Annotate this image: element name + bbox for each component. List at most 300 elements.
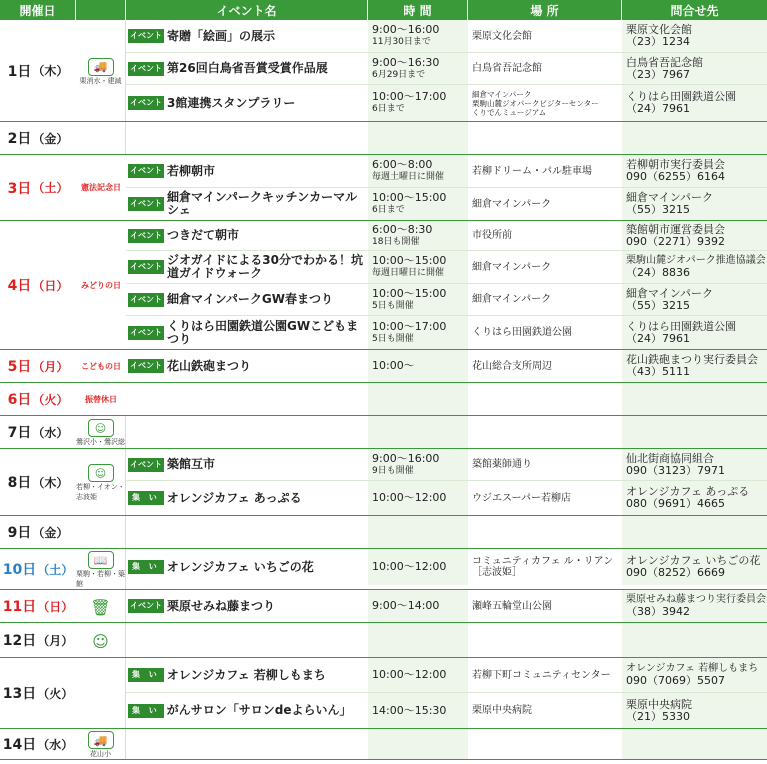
event-list [126, 658, 767, 728]
event-row [126, 284, 767, 316]
service-icon-cell [76, 549, 126, 589]
service-icon-cell [76, 516, 126, 548]
gathering-badge: 集 い [128, 560, 164, 574]
time-note: 6月29日まで [372, 69, 426, 80]
event-time-cell [368, 383, 468, 415]
event-place-cell [468, 516, 622, 548]
event-name-cell [126, 85, 368, 121]
event-contact-cell [622, 251, 767, 283]
time-range: 10:00～15:00 [372, 286, 447, 300]
book-icon: 📖 [88, 551, 114, 569]
day-row [0, 549, 767, 590]
gathering-badge: 集 い [128, 704, 164, 718]
event-contact-cell [622, 284, 767, 315]
face-icon: ☺ [88, 464, 114, 482]
event-name: オレンジカフェ いちごの花 [166, 559, 314, 574]
event-time-cell [368, 549, 468, 585]
weekday: （金） [32, 131, 69, 146]
day-number: 14日 [2, 737, 37, 753]
event-list [126, 122, 767, 154]
contact-name: 栗駒山麓ジオパーク推進協議会 [626, 255, 766, 266]
event-name-cell [126, 316, 368, 349]
event-contact-cell [622, 20, 767, 52]
contact-name: オレンジカフェ 若柳しもまち [626, 663, 759, 674]
event-name-cell [126, 729, 368, 759]
service-icon-cell [76, 623, 126, 657]
event-contact-cell [622, 623, 767, 657]
day-number: 11日 [2, 599, 37, 615]
day-row [0, 383, 767, 416]
event-name: 築館互市 [167, 457, 216, 471]
contact-name: オレンジカフェ あっぷる [626, 485, 750, 498]
header-spacer [76, 0, 126, 20]
event-row [126, 122, 767, 154]
time-range: 10:00～17:00 [372, 90, 447, 103]
event-contact-cell [622, 383, 767, 415]
event-place-cell [468, 251, 622, 283]
day-number: 5日 [7, 359, 32, 375]
event-time-cell [368, 284, 468, 315]
service-icon-label: 栗消水・建減 [79, 76, 122, 85]
day-number: 9日 [7, 525, 32, 541]
event-place-cell [468, 449, 622, 480]
event-contact-cell [622, 155, 767, 187]
event-name: 寄贈「絵画」の展示 [167, 28, 276, 43]
truck-icon: 🚚 [88, 58, 114, 76]
contact-phone: 080（9691）4665 [626, 497, 725, 510]
service-icon-cell [76, 416, 126, 448]
event-time-cell [368, 481, 468, 515]
day-cell [0, 729, 76, 759]
time-note: 毎週日曜日に開催 [372, 268, 445, 278]
place-text: 細倉マインパーク [472, 198, 552, 210]
event-name: 栗原せみね藤まつり [167, 598, 276, 613]
event-contact-cell [622, 449, 767, 480]
event-row [126, 155, 767, 188]
event-row [126, 188, 767, 220]
event-row [126, 221, 767, 251]
header-name: イベント名 [126, 0, 368, 20]
time-range: 10:00～12:00 [372, 668, 447, 681]
event-contact-cell [622, 350, 767, 382]
contact-name: 細倉マインパーク [626, 286, 714, 300]
event-contact-cell [622, 122, 767, 154]
event-contact-cell [622, 85, 767, 121]
schedule-table [0, 20, 767, 760]
weekday: （土） [32, 181, 69, 195]
event-row [126, 20, 767, 53]
event-time-cell [368, 516, 468, 548]
weekday: （月） [32, 359, 69, 374]
event-contact-cell [622, 221, 767, 250]
event-contact-cell [622, 658, 767, 692]
place-text: 瀬峰五輪堂山公園 [472, 600, 552, 612]
place-text: ［志波姫］ [472, 567, 522, 578]
time-note: 11月30日まで [372, 37, 431, 47]
place-text: 市役所前 [472, 230, 512, 241]
day-number: 12日 [2, 633, 37, 649]
event-place-cell [468, 53, 622, 84]
table-header [0, 0, 767, 20]
time-note: 5日も開催 [372, 333, 414, 344]
event-badge: イベント [128, 62, 164, 76]
service-icon-cell [76, 122, 126, 154]
event-name: つきだて朝市 [167, 228, 240, 242]
contact-name: 栗原中央病院 [626, 697, 692, 711]
day-cell [0, 383, 76, 415]
event-contact-cell [622, 416, 767, 448]
event-badge: イベント [128, 260, 164, 274]
contact-phone: （55）3215 [626, 203, 690, 216]
event-list [126, 623, 767, 657]
event-time-cell [368, 221, 468, 250]
contact-phone: （24）7961 [626, 102, 690, 115]
place-text: 白鳥省吾記念館 [472, 63, 542, 74]
event-row [126, 516, 767, 548]
event-row [126, 481, 767, 515]
contact-phone: （43）5111 [626, 365, 690, 378]
place-text: 栗原文化会館 [472, 30, 532, 42]
event-place-cell [468, 729, 622, 759]
day-cell [0, 549, 76, 589]
contact-name: 細倉マインパーク [626, 191, 714, 204]
day-row [0, 623, 767, 658]
time-range: 6:00～8:30 [372, 222, 433, 236]
time-range: 9:00～16:00 [372, 451, 440, 465]
day-cell [0, 155, 76, 220]
event-row [126, 549, 767, 585]
place-text: 若柳下町コミュニティセンター [472, 669, 611, 681]
weekday: （水） [37, 737, 74, 752]
event-name-cell [126, 481, 368, 515]
service-icon-label: 花山小 [90, 750, 111, 758]
event-list [126, 155, 767, 220]
header-date: 開催日 [0, 0, 76, 20]
service-icon-cell [76, 590, 126, 622]
event-time-cell [368, 155, 468, 187]
day-row [0, 20, 767, 122]
day-number: 4日 [7, 278, 32, 294]
contact-name: 花山鉄砲まつり実行委員会 [626, 353, 758, 366]
event-name-cell [126, 658, 368, 692]
event-name-cell [126, 693, 368, 728]
event-row [126, 658, 767, 693]
service-icon-cell [76, 20, 126, 121]
weekday: （金） [32, 525, 69, 540]
day-cell [0, 590, 76, 622]
time-range: 10:00～12:00 [372, 491, 447, 504]
event-name: くりはら田園鉄道公園GWこどもまつり [167, 318, 359, 346]
day-cell [0, 516, 76, 548]
weekday: （日） [37, 599, 74, 614]
face-icon: ☺ [88, 419, 114, 437]
service-icon-label: 若柳・イオン・志波姫 [76, 483, 125, 501]
day-cell [0, 122, 76, 154]
place-text: 栗駒山麓ジオパークビジターセンター [472, 98, 599, 108]
day-row [0, 658, 767, 729]
event-row [126, 623, 767, 657]
event-contact-cell [622, 481, 767, 515]
holiday-label: みどりの日 [81, 280, 121, 290]
trash-icon: 🗑 [90, 597, 111, 617]
event-name: 3館連携スタンプラリー [167, 95, 296, 110]
event-list [126, 350, 767, 382]
event-place-cell [468, 481, 622, 515]
contact-phone: 090（2271）9392 [626, 234, 725, 248]
time-range: 9:00～16:00 [372, 23, 440, 36]
contact-name: 栗原せみね藤まつり実行委員会 [626, 594, 766, 605]
day-cell [0, 221, 76, 349]
time-note: 18日も開催 [372, 236, 420, 247]
event-name-cell [126, 221, 368, 250]
gathering-badge: 集 い [128, 491, 164, 505]
event-badge: イベント [128, 359, 164, 373]
event-time-cell [368, 693, 468, 728]
contact-phone: 090（8252）6669 [626, 566, 725, 579]
contact-name: くりはら田園鉄道公園 [626, 319, 736, 333]
event-row [126, 416, 767, 448]
event-row [126, 85, 767, 121]
event-row [126, 53, 767, 85]
event-name-cell [126, 155, 368, 187]
weekday: （火） [37, 686, 74, 701]
place-text: 細倉マインパーク [472, 261, 552, 273]
event-name-cell [126, 590, 368, 622]
event-list [126, 20, 767, 121]
event-place-cell [468, 316, 622, 349]
place-text: 細倉マインパーク [472, 89, 532, 99]
place-text: 若柳ドリーム・パル駐車場 [472, 165, 592, 177]
event-name-cell [126, 516, 368, 548]
event-row [126, 729, 767, 759]
event-name-cell [126, 416, 368, 448]
event-place-cell [468, 284, 622, 315]
event-badge: イベント [128, 229, 164, 243]
event-name-cell [126, 449, 368, 480]
time-range: 10:00～15:00 [372, 254, 447, 267]
weekday: （木） [32, 64, 69, 78]
event-place-cell [468, 20, 622, 52]
event-place-cell [468, 693, 622, 728]
event-contact-cell [622, 729, 767, 759]
day-cell [0, 449, 76, 515]
contact-name: 築館朝市運営委員会 [626, 222, 725, 236]
event-time-cell [368, 20, 468, 52]
event-name-cell [126, 549, 368, 585]
event-time-cell [368, 122, 468, 154]
contact-phone: （21）5330 [626, 709, 690, 723]
contact-name: 若柳朝市実行委員会 [626, 158, 725, 171]
event-badge: イベント [128, 197, 164, 211]
event-list [126, 449, 767, 515]
contact-phone: （23）1234 [626, 35, 690, 48]
time-note: 毎週土曜日に開催 [372, 172, 445, 182]
event-list [126, 221, 767, 349]
weekday: （月） [37, 633, 74, 648]
event-name: オレンジカフェ 若柳しもまち [166, 667, 326, 682]
event-badge: イベント [128, 458, 164, 472]
event-place-cell [468, 658, 622, 692]
event-list [126, 516, 767, 548]
event-list [126, 383, 767, 415]
weekday: （木） [32, 475, 69, 490]
time-range: 9:00～14:00 [372, 599, 440, 612]
event-time-cell [368, 350, 468, 382]
event-time-cell [368, 251, 468, 283]
event-contact-cell [622, 590, 767, 622]
service-icon-label: 栗駒・若柳・築館 [76, 570, 125, 588]
event-time-cell [368, 449, 468, 480]
event-time-cell [368, 729, 468, 759]
contact-phone: （24）7961 [626, 331, 690, 345]
event-contact-cell [622, 188, 767, 220]
time-range: 10:00～12:00 [372, 560, 447, 573]
day-row [0, 516, 767, 549]
event-row [126, 693, 767, 728]
event-badge: イベント [128, 164, 164, 178]
event-time-cell [368, 623, 468, 657]
day-row [0, 449, 767, 516]
day-cell [0, 416, 76, 448]
contact-phone: （23）7967 [626, 67, 690, 81]
event-name: 細倉マインパークGW春まつり [167, 292, 334, 306]
event-contact-cell [622, 53, 767, 84]
contact-name: 栗原文化会館 [626, 23, 692, 36]
day-number: 1日 [7, 63, 32, 80]
event-name-cell [126, 122, 368, 154]
contact-phone: （38）3942 [626, 605, 690, 618]
event-place-cell [468, 350, 622, 382]
event-name-cell [126, 251, 368, 283]
time-range: 6:00～8:00 [372, 158, 433, 171]
event-time-cell [368, 658, 468, 692]
contact-phone: 090（3123）7971 [626, 463, 725, 477]
contact-name: オレンジカフェ いちごの花 [626, 554, 761, 567]
event-time-cell [368, 188, 468, 220]
contact-name: くりはら田園鉄道公園 [626, 90, 736, 103]
time-range: 10:00～17:00 [372, 319, 447, 333]
event-contact-cell [622, 316, 767, 349]
place-text: ウジエスーパー若柳店 [472, 492, 571, 504]
event-time-cell [368, 590, 468, 622]
event-place-cell [468, 221, 622, 250]
event-name-cell [126, 53, 368, 84]
day-cell [0, 623, 76, 657]
day-cell [0, 658, 76, 728]
day-number: 2日 [7, 131, 32, 147]
place-text: コミュニティカフェ ル・リアン [472, 556, 614, 567]
day-number: 10日 [2, 562, 37, 578]
event-badge: イベント [128, 599, 164, 613]
event-row [126, 590, 767, 622]
event-time-cell [368, 416, 468, 448]
place-text: くりはら田園鉄道公園 [472, 327, 572, 338]
place-text: くりでんミュージアム [472, 107, 547, 117]
time-range: 10:00～ [372, 359, 415, 372]
day-number: 8日 [7, 475, 32, 491]
event-place-cell [468, 416, 622, 448]
event-list [126, 549, 767, 589]
event-contact-cell [622, 516, 767, 548]
time-range: 14:00～15:30 [372, 703, 447, 717]
service-icon-label: 鶯沢小・鶯沢総 [76, 438, 125, 446]
weekday: （火） [32, 392, 69, 407]
event-name: 若柳朝市 [167, 163, 216, 178]
event-row [126, 316, 767, 349]
holiday-label: 憲法記念日 [81, 183, 121, 192]
event-time-cell [368, 85, 468, 121]
event-name-cell [126, 383, 368, 415]
event-place-cell [468, 383, 622, 415]
event-place-cell [468, 590, 622, 622]
holiday-label: こどもの日 [81, 361, 121, 371]
contact-phone: （24）8836 [626, 266, 690, 279]
contact-phone: 090（6255）6164 [626, 170, 725, 183]
event-name: 第26回白鳥省吾賞受賞作品展 [167, 61, 328, 75]
day-row [0, 221, 767, 350]
time-note: 5日も開催 [372, 300, 414, 311]
day-number: 6日 [7, 392, 32, 408]
day-row [0, 729, 767, 760]
place-text: 栗原中央病院 [472, 705, 532, 716]
service-icon-cell [76, 658, 126, 728]
place-text: 細倉マインパーク [472, 294, 552, 305]
service-icon-cell [76, 729, 126, 759]
event-name: オレンジカフェ あっぷる [166, 490, 302, 505]
event-time-cell [368, 53, 468, 84]
event-name-cell [126, 350, 368, 382]
time-note: 6日まで [372, 205, 405, 215]
event-place-cell [468, 155, 622, 187]
event-place-cell [468, 549, 622, 585]
contact-phone: 090（7069）5507 [626, 674, 725, 687]
day-number: 13日 [2, 686, 37, 702]
place-text: 花山総合支所周辺 [472, 360, 552, 372]
holiday-label: 振替休日 [85, 394, 117, 404]
event-row [126, 251, 767, 284]
event-place-cell [468, 85, 622, 121]
contact-name: 白鳥省吾記念館 [626, 55, 703, 69]
contact-name: 仙北街商協同組合 [626, 451, 714, 465]
weekday: （日） [32, 278, 69, 293]
event-name-cell [126, 284, 368, 315]
day-row [0, 155, 767, 221]
day-row [0, 122, 767, 155]
header-time: 時 間 [368, 0, 468, 20]
event-row [126, 449, 767, 481]
event-badge: イベント [128, 326, 164, 340]
event-row [126, 383, 767, 415]
event-contact-cell [622, 693, 767, 728]
day-row [0, 350, 767, 383]
event-contact-cell [622, 549, 767, 585]
event-name-cell [126, 20, 368, 52]
gathering-badge: 集 い [128, 668, 164, 682]
day-row [0, 590, 767, 623]
event-badge: イベント [128, 29, 164, 43]
time-range: 10:00～15:00 [372, 191, 447, 204]
event-badge: イベント [128, 293, 164, 307]
event-badge: イベント [128, 96, 164, 110]
time-range: 9:00～16:30 [372, 55, 440, 69]
day-cell [0, 20, 76, 121]
weekday: （土） [37, 562, 74, 577]
event-name: がんサロン「サロンdeよらいん」 [166, 703, 352, 717]
event-name-cell [126, 623, 368, 657]
event-place-cell [468, 122, 622, 154]
event-time-cell [368, 316, 468, 349]
place-text: 築館薬師通り [472, 459, 532, 470]
